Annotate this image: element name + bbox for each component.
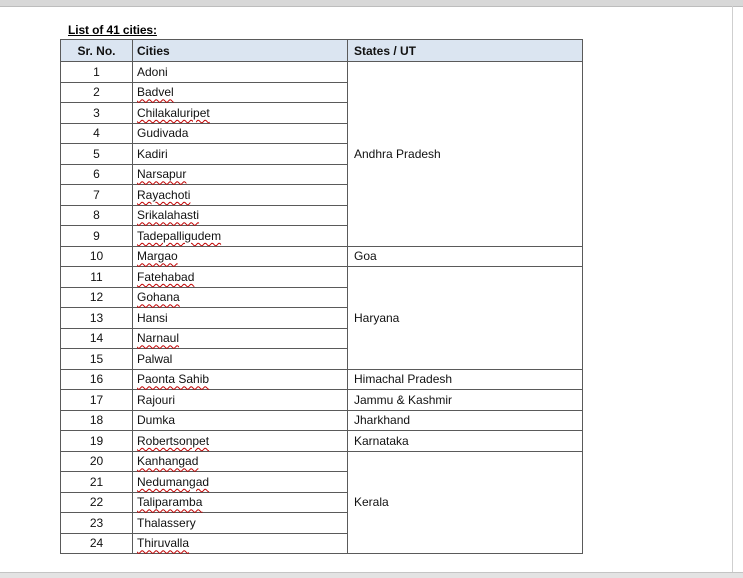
city-name: Taliparamba [137, 495, 203, 510]
city-name: Hansi [137, 310, 168, 325]
city-name: Narsapur [137, 167, 187, 182]
state-cell: Himachal Pradesh [348, 369, 583, 390]
table-header-row [61, 40, 583, 62]
city-cell [133, 369, 348, 390]
city-name: Srikalahasti [137, 208, 200, 223]
sr-no-cell: 20 [61, 451, 133, 472]
sr-no-cell: 9 [61, 226, 133, 247]
sr-no-cell: 21 [61, 472, 133, 493]
sr-no-cell: 2 [61, 82, 133, 103]
sr-no-cell: 13 [61, 308, 133, 329]
city-name: Rajouri [137, 392, 176, 407]
city-name: Kanhangad [137, 454, 199, 469]
cities-table [60, 39, 583, 554]
state-cell: Jammu & Kashmir [348, 390, 583, 411]
city-name: Paonta Sahib [137, 372, 210, 387]
table-body [61, 62, 583, 554]
city-cell [133, 451, 348, 472]
header-sr-no: Sr. No. [61, 40, 133, 62]
city-cell [133, 349, 348, 370]
sr-no-cell: 11 [61, 267, 133, 288]
city-cell [133, 103, 348, 124]
table-row [61, 62, 583, 83]
page-right-edge [732, 6, 733, 574]
city-name: Palwal [137, 351, 173, 366]
city-cell [133, 328, 348, 349]
city-cell [133, 390, 348, 411]
sr-no-cell: 16 [61, 369, 133, 390]
state-cell: Karnataka [348, 431, 583, 452]
sr-no-cell: 7 [61, 185, 133, 206]
sr-no-cell: 8 [61, 205, 133, 226]
city-name: Dumka [137, 413, 176, 428]
city-name: Badvel [137, 85, 174, 100]
city-name: Gudivada [137, 126, 189, 141]
city-cell [133, 226, 348, 247]
sr-no-cell: 23 [61, 513, 133, 534]
city-name: Chilakaluripet [137, 105, 210, 120]
sr-no-cell: 5 [61, 144, 133, 165]
sr-no-cell: 18 [61, 410, 133, 431]
table-row [61, 431, 583, 452]
sr-no-cell: 3 [61, 103, 133, 124]
page-top-edge [0, 6, 743, 7]
table-row [61, 451, 583, 472]
table-row [61, 267, 583, 288]
city-cell [133, 205, 348, 226]
sr-no-cell: 22 [61, 492, 133, 513]
state-cell: Haryana [348, 267, 583, 370]
table-row [61, 246, 583, 267]
header-states: States / UT [348, 40, 583, 62]
state-cell: Goa [348, 246, 583, 267]
city-cell [133, 164, 348, 185]
city-cell [133, 410, 348, 431]
state-cell: Kerala [348, 451, 583, 554]
city-cell [133, 144, 348, 165]
city-name: Rayachoti [137, 187, 191, 202]
header-cities: Cities [133, 40, 348, 62]
city-name: Narnaul [137, 331, 180, 346]
city-cell [133, 287, 348, 308]
sr-no-cell: 14 [61, 328, 133, 349]
city-name: Gohana [137, 290, 180, 305]
city-cell [133, 82, 348, 103]
city-name: Fatehabad [137, 269, 195, 284]
table-row [61, 390, 583, 411]
city-cell [133, 123, 348, 144]
sr-no-cell: 1 [61, 62, 133, 83]
city-name: Adoni [137, 64, 168, 79]
city-name: Kadiri [137, 146, 168, 161]
sr-no-cell: 24 [61, 533, 133, 554]
city-cell [133, 431, 348, 452]
sr-no-cell: 12 [61, 287, 133, 308]
table-row [61, 369, 583, 390]
sr-no-cell: 17 [61, 390, 133, 411]
city-cell [133, 246, 348, 267]
city-name: Thalassery [137, 515, 196, 530]
state-cell: Andhra Pradesh [348, 62, 583, 247]
city-cell [133, 472, 348, 493]
city-name: Nedumangad [137, 474, 210, 489]
sr-no-cell: 6 [61, 164, 133, 185]
state-cell: Jharkhand [348, 410, 583, 431]
sr-no-cell: 15 [61, 349, 133, 370]
city-name: Tadepalligudem [137, 228, 222, 243]
city-cell [133, 533, 348, 554]
city-name: Thiruvalla [137, 536, 190, 551]
city-cell [133, 492, 348, 513]
list-title: List of 41 cities: [68, 23, 157, 37]
city-name: Robertsonpet [137, 433, 210, 448]
city-cell [133, 185, 348, 206]
city-cell [133, 513, 348, 534]
table-row [61, 410, 583, 431]
city-cell [133, 308, 348, 329]
viewer-bottom-bar [0, 572, 743, 578]
city-cell [133, 267, 348, 288]
sr-no-cell: 4 [61, 123, 133, 144]
city-cell [133, 62, 348, 83]
city-name: Margao [137, 249, 178, 264]
sr-no-cell: 19 [61, 431, 133, 452]
sr-no-cell: 10 [61, 246, 133, 267]
